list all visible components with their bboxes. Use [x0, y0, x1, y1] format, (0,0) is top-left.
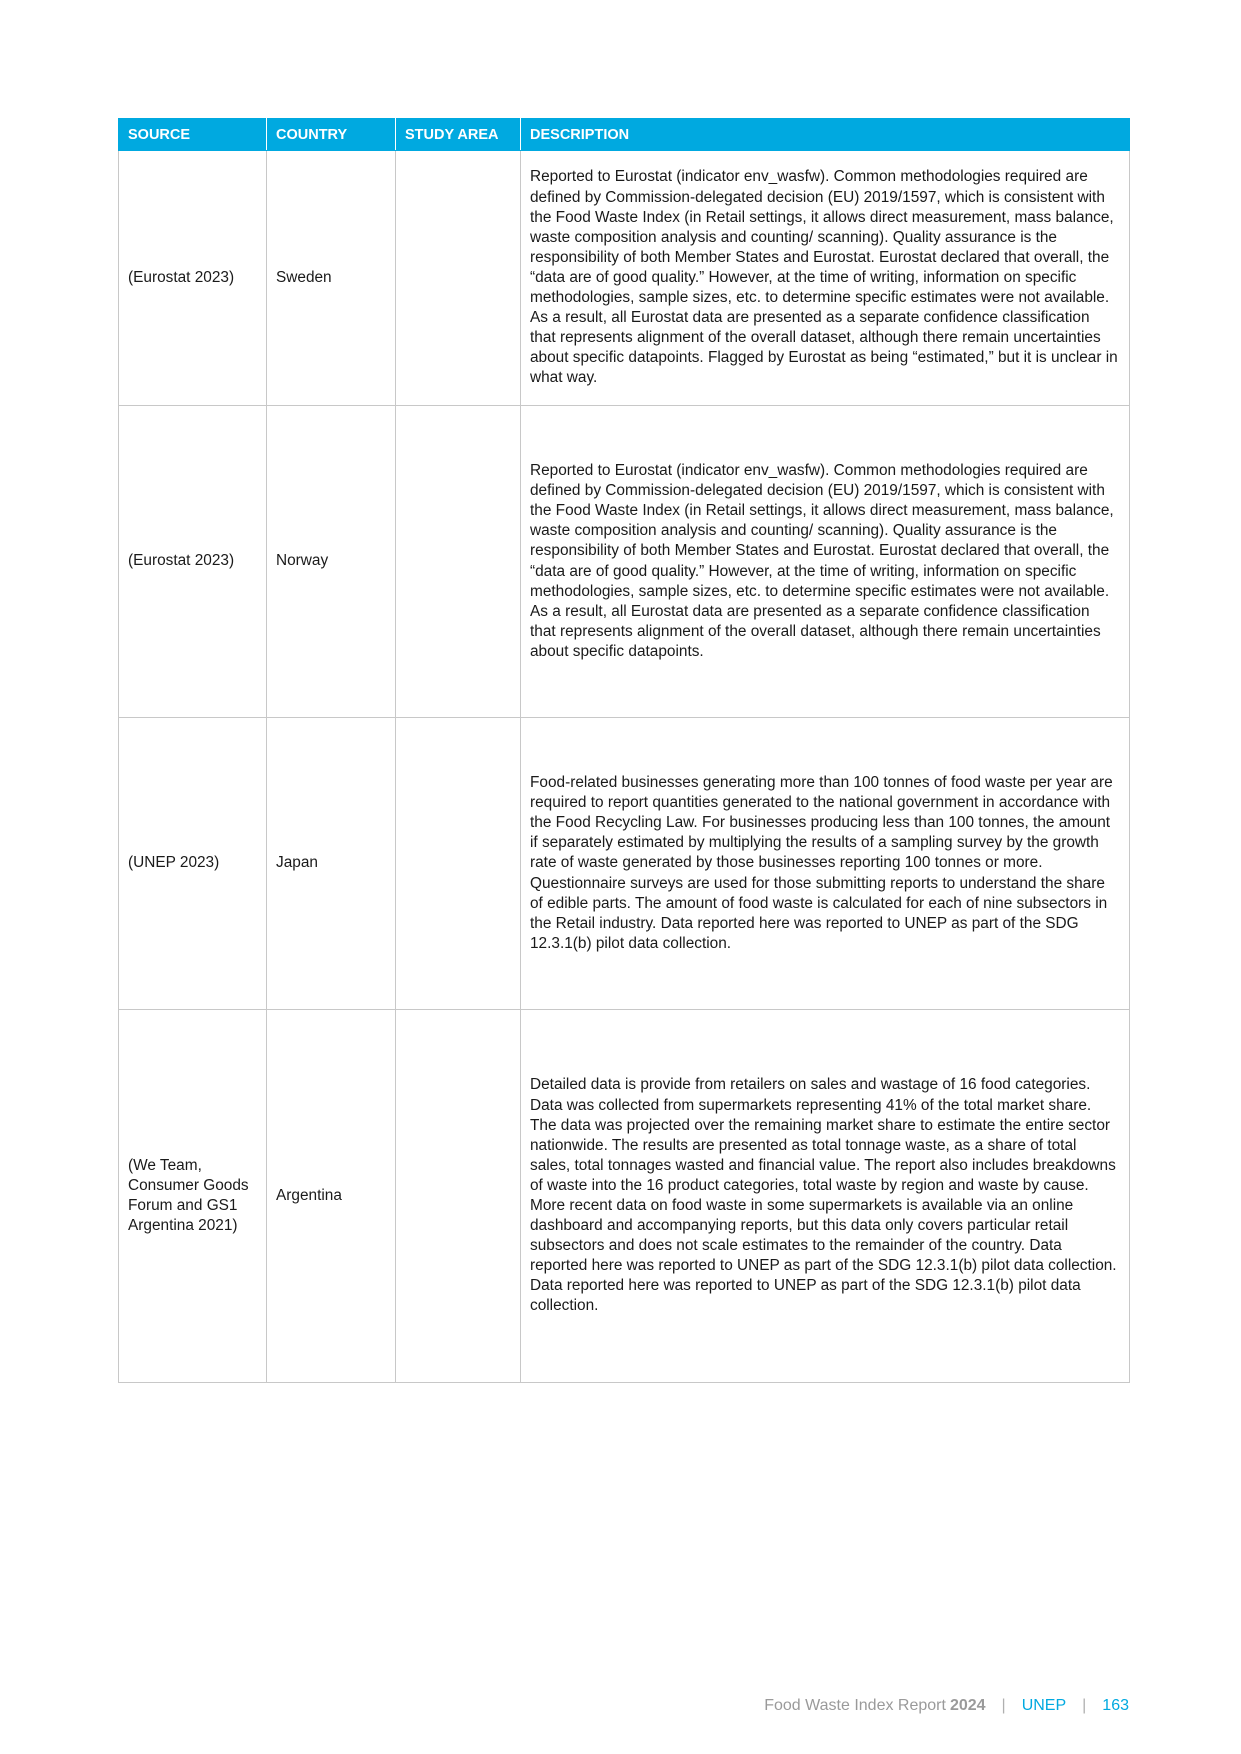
page-footer [764, 1697, 1129, 1715]
header-country: COUNTRY [267, 119, 396, 151]
cell-country: Argentina [267, 1010, 396, 1383]
cell-study-area [396, 1010, 521, 1383]
footer-page-number: 163 [1102, 1697, 1129, 1714]
cell-description: Food-related businesses generating more than 100 tonnes of food waste per year are required to report quantities generated to the national government in accordance with the Food Recycling Law. For businesses producing less than 100 tonnes, the amount if separately estimated by multiplying the results of a sampling survey by the growth rate of waste generated by those businesses reporting 100 tonnes or more. Questionnaire surveys are used for those submitting reports to understand the share of edible parts. The amount of food waste is calculated for each of nine subsectors in the Retail industry. Data reported here was reported to UNEP as part of the SDG 12.3.1(b) pilot data collection. [521, 718, 1130, 1010]
cell-study-area [396, 406, 521, 718]
cell-description: Reported to Eurostat (indicator env_wasfw). Common methodologies required are defined by Commission-delegated decision (EU) 2019/1597, which is consistent with the Food Waste Index (in Retail settings, it allows direct measurement, mass balance, waste composition analysis and counting/ scanning). Quality assurance is the responsibility of both Member States and Eurostat. Eurostat declared that overall, the “data are of good quality.” However, at the time of writing, information on specific methodologies, sample sizes, etc. to determine specific estimates were not available. As a result, all Eurostat data are presented as a separate confidence classification that represents alignment of the overall dataset, although there remain uncertainties about specific datapoints. Flagged by Eurostat as being “estimated,” but it is unclear in what way. [521, 151, 1130, 406]
cell-source: (Eurostat 2023) [119, 151, 267, 406]
cell-description: Reported to Eurostat (indicator env_wasfw). Common methodologies required are defined by Commission-delegated decision (EU) 2019/1597, which is consistent with the Food Waste Index (in Retail settings, it allows direct measurement, mass balance, waste composition analysis and counting/ scanning). Quality assurance is the responsibility of both Member States and Eurostat. Eurostat declared that overall, the “data are of good quality.” However, at the time of writing, information on specific methodologies, sample sizes, etc. to determine specific estimates were not available. As a result, all Eurostat data are presented as a separate confidence classification that represents alignment of the overall dataset, although there remain uncertainties about specific datapoints. [521, 406, 1130, 718]
table-row [119, 718, 1130, 1010]
table-row [119, 151, 1130, 406]
table-row [119, 1010, 1130, 1383]
cell-country: Norway [267, 406, 396, 718]
cell-source: (We Team, Consumer Goods Forum and GS1 Argentina 2021) [119, 1010, 267, 1383]
cell-source: (UNEP 2023) [119, 718, 267, 1010]
header-study-area: STUDY AREA [396, 119, 521, 151]
header-source: SOURCE [119, 119, 267, 151]
header-description: DESCRIPTION [521, 119, 1130, 151]
data-table-container [118, 118, 1129, 1383]
table-header-row [119, 119, 1130, 151]
footer-separator: | [1082, 1697, 1087, 1714]
footer-year: 2024 [949, 1697, 986, 1714]
cell-source: (Eurostat 2023) [119, 406, 267, 718]
cell-study-area [396, 718, 521, 1010]
cell-description: Detailed data is provide from retailers on sales and wastage of 16 food categories. Data was collected from supermarkets representing 41% of the total market share. The data was projected over the remaining market share to estimate the entire sector nationwide. The results are presented as total tonnage waste, as a share of total sales, total tonnages wasted and financial value. The report also includes breakdowns of waste into the 16 product categories, total waste by region and waste by cause. More recent data on food waste in some supermarkets is available via an online dashboard and accompanying reports, but this data only covers particular retail subsectors and does not scale estimates to the remainder of the country. Data reported here was reported to UNEP as part of the SDG 12.3.1(b) pilot data collection. Data reported here was reported to UNEP as part of the SDG 12.3.1(b) pilot data collection. [521, 1010, 1130, 1383]
sources-table [118, 118, 1130, 1383]
cell-country: Sweden [267, 151, 396, 406]
cell-study-area [396, 151, 521, 406]
footer-report-title: Food Waste Index Report [764, 1697, 946, 1714]
table-row [119, 406, 1130, 718]
footer-separator: | [1001, 1697, 1006, 1714]
footer-org: UNEP [1021, 1697, 1067, 1714]
cell-country: Japan [267, 718, 396, 1010]
